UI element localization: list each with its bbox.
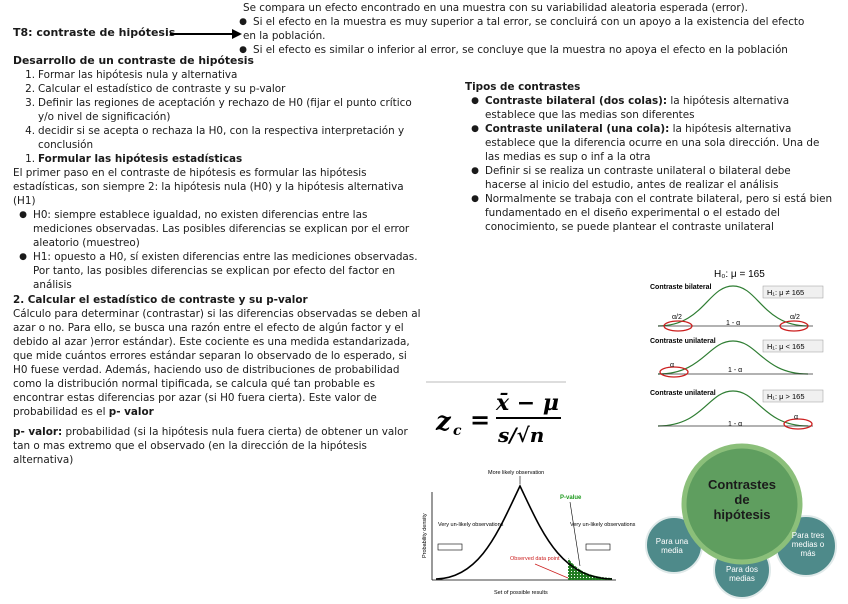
desarrollo-steps — [13, 68, 428, 152]
bubbles-diagram — [638, 432, 848, 600]
pfig-xlabel: Set of possible results — [494, 590, 548, 596]
svg-text:α/2: α/2 — [672, 314, 682, 321]
top-note — [239, 1, 843, 57]
bullet-icon: ● — [471, 166, 479, 176]
tipos-item: ● Normalmente se trabaja con el contrate bilateral, pero si está bien fundamentado en el diseño experimental o el estado del conocimiento, se puede plantear el contraste unilateral — [465, 192, 835, 234]
formula-num: x̄ − μ — [496, 390, 559, 416]
bubble-right: Para tres medias o más — [791, 531, 825, 558]
desarrollo-heading: Desarrollo de un contraste de hipótesis — [13, 54, 254, 67]
top-note-intro: Se compara un efecto encontrado en una muestra con su variabilidad aleatoria esperada (error). — [243, 2, 748, 14]
pfig-right: Very un-likely observations — [570, 522, 636, 528]
pfig-ylabel: Probability density — [422, 513, 428, 558]
desarrollo-step: 2. Calcular el estadístico de contraste y su p-valor — [25, 83, 286, 95]
pfig-left: Very un-likely observations — [438, 522, 504, 528]
bullet-icon: ● — [471, 124, 479, 134]
tipos-section — [465, 80, 835, 234]
title-arrow-icon — [170, 28, 242, 40]
formular-bullet: ● H1: opuesto a H0, sí existen diferencias entre las mediciones observadas. Por tanto, las posibles diferencias se explican por efecto del factor en análisis — [13, 250, 428, 292]
svg-text:H₁: μ > 165: H₁: μ > 165 — [767, 392, 805, 401]
pfig-observed: Observed data point — [510, 556, 560, 562]
bubble-center: Contrastes de hipótesis — [708, 477, 776, 522]
formular-heading: 1. Formular las hipótesis estadísticas — [25, 153, 243, 165]
desarrollo-step: 1. Formar las hipótesis nula y alternativa — [25, 69, 238, 81]
tipos-item: ● Contraste unilateral (una cola): la hipótesis alternativa establece que la diferencia ocurre en una sola dirección. Una de las medias es sup o inf a la otra — [465, 122, 835, 164]
svg-text:Contraste bilateral: Contraste bilateral — [650, 284, 712, 291]
formula — [426, 380, 566, 450]
svg-text:=: = — [470, 405, 491, 434]
svg-text:Contraste unilateral: Contraste unilateral — [650, 390, 716, 397]
formular-para: El primer paso en el contraste de hipótesis es formular las hipótesis estadísticas, son siempre 2: la hipótesis nula (H0) y la hipótesis alternativa (H1) — [13, 167, 404, 207]
top-note-bullet-2: ● Si el efecto es similar o inferior al error, se concluye que la muestra no apoya el efecto en la población — [233, 43, 843, 57]
calcular-para: Cálculo para determinar (contrastar) si las diferencias observadas se deben al azar o no. Para ello, se busca una razón entre el efecto de algún factor y el debido al azar )error estándar). Este cociente es una medida estandarizada, que mide cuántos errores estándar separan lo observado de lo esperado, si H0 fuese verdad. Además, haciendo uso de distribuciones de probabilidad como la distribución normal tipificada, se calcula qué tan probable es encontrar estas diferencias por azar (si H0 fuera cierta). Este valor de probabilidad es el p- valor — [13, 308, 421, 418]
svg-text:α/2: α/2 — [790, 314, 800, 321]
formular-bullet: ● H0: siempre establece igualdad, no existen diferencias entre las mediciones observadas. Las posibles diferencias se explican por el error aleatorio (muestreo) — [13, 208, 428, 250]
tipos-item: ● Contraste bilateral (dos colas): la hipótesis alternativa establece que las medias son diferentes — [465, 94, 835, 122]
bullet-icon: ● — [471, 194, 479, 204]
desarrollo-step: 3. Definir las regiones de aceptación y rechazo de H0 (fijar el punto crítico y/o nivel de significación) — [25, 97, 412, 123]
svg-text:H₁: μ < 165: H₁: μ < 165 — [767, 342, 805, 351]
tails-panel-unilateral-left — [650, 338, 823, 377]
tipos-item: ● Definir si se realiza un contraste unilateral o bilateral debe hacerse al inicio del estudio, antes de realizar el análisis — [465, 164, 835, 192]
svg-text:1 - α: 1 - α — [728, 421, 743, 428]
bullet-icon: ● — [471, 96, 479, 106]
svg-text:H₁: μ ≠ 165: H₁: μ ≠ 165 — [767, 288, 805, 297]
svg-text:1 - α: 1 - α — [726, 320, 741, 327]
formula-sub: c — [453, 423, 462, 439]
formular-bullets — [13, 208, 428, 292]
svg-text:α: α — [794, 414, 799, 421]
bullet-icon: ● — [19, 252, 27, 262]
svg-text:α: α — [670, 362, 675, 369]
tails-h0: H₀: μ = 165 — [714, 269, 765, 280]
bubble-left: Para una media — [655, 537, 689, 555]
bullet-icon: ● — [239, 45, 247, 55]
pvalue-figure — [420, 462, 636, 598]
bullet-icon: ● — [239, 17, 247, 27]
calcular-heading: 2. Calcular el estadístico de contraste y su p-valor — [13, 294, 308, 306]
pvalor-def: p- valor: probabilidad (si la hipótesis nula fuera cierta) de obtener un valor tan o mas extremo que el observado (en la dirección de la hipótesis alternativa) — [13, 426, 408, 466]
tails-figure — [648, 266, 848, 436]
pfig-pvalue: P-value — [560, 495, 582, 501]
formula-lhs: z — [436, 407, 451, 437]
tails-panel-unilateral-right — [650, 390, 823, 429]
bubble-bottom: Para dos medias — [725, 565, 759, 583]
page-title: T8: contraste de hipótesis — [13, 26, 176, 39]
top-note-bullet-1-cont: en la población. — [243, 30, 326, 42]
bullet-icon: ● — [19, 210, 27, 220]
svg-text:1 - α: 1 - α — [728, 367, 743, 374]
desarrollo-section — [13, 54, 428, 467]
tails-panel-bilateral — [650, 284, 823, 331]
tipos-list — [465, 94, 835, 234]
formula-den: s/√n — [498, 423, 545, 447]
pfig-top: More likely observation — [488, 470, 545, 476]
desarrollo-step: 4. decidir si se acepta o rechaza la H0, con la respectiva interpretación y conclusión — [25, 125, 405, 151]
formula-graphic — [426, 380, 566, 450]
top-note-bullet-1: ● Si el efecto en la muestra es muy superior a tal error, se concluirá con un apoyo a la existencia del efecto — [233, 15, 843, 29]
svg-text:Contraste unilateral: Contraste unilateral — [650, 338, 716, 345]
tipos-heading: Tipos de contrastes — [465, 81, 581, 93]
